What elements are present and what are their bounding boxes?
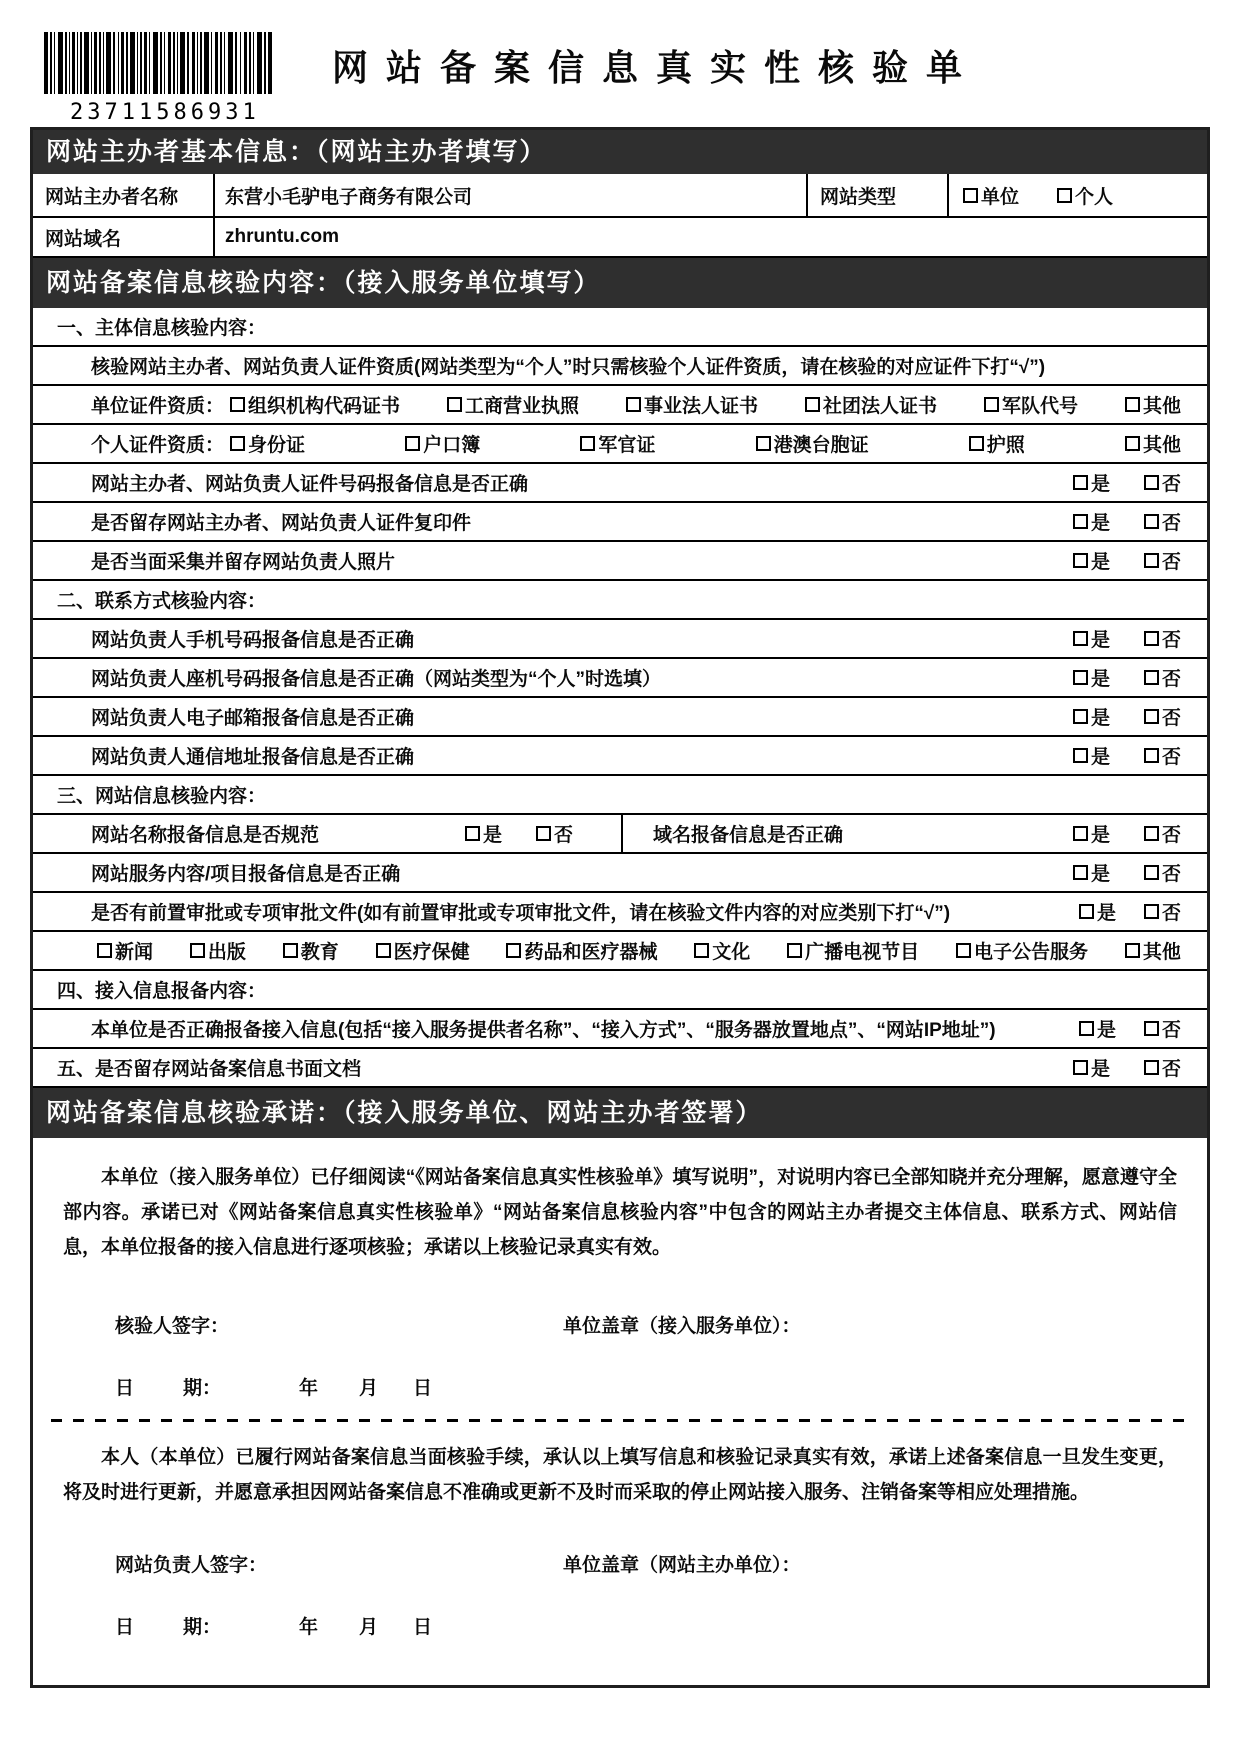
date-month-label: 月 [359, 1617, 379, 1638]
yes-label: 是 [482, 825, 502, 846]
part2-title: 二、联系方式核验内容： [57, 591, 267, 612]
approval-checkbox-6[interactable] [787, 943, 802, 958]
yes-checkbox[interactable] [1073, 631, 1088, 646]
part5-title: 五、是否留存网站备案信息书面文档 [57, 1059, 362, 1080]
unit-cert-checkbox-0[interactable] [230, 397, 245, 412]
question-text: 本单位是否正确报备接入信息(包括“接入服务提供者名称”、“接入方式”、“服务器放置地点”、“网站IP地址”) [91, 1020, 996, 1041]
verifier-signature-label: 核验人签字： [115, 1316, 230, 1337]
yes-label: 是 [1090, 474, 1110, 495]
personal-cert-option-label: 护照 [986, 435, 1025, 456]
barcode-icon [44, 32, 272, 94]
owner-name-row [33, 174, 1207, 218]
owner-name-value: 东营小毛驴电子商务有限公司 [225, 186, 473, 208]
personal-cert-option[interactable] [1125, 430, 1181, 457]
no-option[interactable] [1144, 703, 1181, 730]
barcode-block [44, 32, 276, 125]
personal-cert-option[interactable] [580, 430, 655, 457]
question-row [33, 464, 1207, 503]
personal-cert-checkbox-3[interactable] [756, 436, 771, 451]
no-label: 否 [1161, 825, 1181, 846]
question-text: 域名报备信息是否正确 [653, 825, 844, 846]
part1-note-row [33, 347, 1207, 386]
yes-option[interactable] [1073, 703, 1110, 730]
no-checkbox[interactable] [1144, 631, 1159, 646]
no-checkbox[interactable] [1144, 865, 1159, 880]
unit-cert-option[interactable] [230, 391, 400, 418]
unit-cert-option[interactable] [984, 391, 1078, 418]
pledge-paragraph-owner: 本人（本单位）已履行网站备案信息当面核验手续，承认以上填写信息和核验记录真实有效，承诺上述备案信息一旦发生变更，将及时进行更新，并愿意承担因网站备案信息不准确或更新不及时而采取的停止网站接入服务、注销备案等相应处理措施。 [63, 1447, 1177, 1503]
personal-cert-option[interactable] [405, 430, 480, 457]
part4-title: 四、接入信息报备内容： [57, 981, 267, 1002]
unit-cert-option[interactable] [805, 391, 937, 418]
no-label: 否 [553, 825, 573, 846]
part2-title-row [33, 581, 1207, 620]
yes-option[interactable] [1073, 508, 1110, 535]
yes-option[interactable] [1073, 859, 1110, 886]
part5-row [33, 1049, 1207, 1088]
no-option[interactable] [1144, 547, 1181, 574]
yes-label: 是 [1090, 552, 1110, 573]
approval-option[interactable] [283, 937, 339, 964]
yes-label: 是 [1096, 903, 1116, 924]
domain-row [33, 218, 1207, 258]
yes-checkbox[interactable] [1073, 514, 1088, 529]
owner-section-header: 网站主办者基本信息：（网站主办者填写） [33, 130, 1207, 174]
no-label: 否 [1161, 474, 1181, 495]
unit-cert-option-label: 其他 [1142, 396, 1181, 417]
question-text: 网站负责人座机号码报备信息是否正确（网站类型为“个人”时选填） [91, 669, 662, 690]
unit-cert-checkbox-5[interactable] [1125, 397, 1140, 412]
personal-cert-options [230, 430, 1181, 457]
no-option[interactable] [1144, 1054, 1181, 1081]
yes-option[interactable] [465, 820, 502, 847]
no-label: 否 [1161, 1059, 1181, 1080]
yes-no-group [1073, 469, 1207, 496]
no-checkbox[interactable] [1144, 475, 1159, 490]
unit-cert-options [230, 391, 1181, 418]
unit-cert-option-label: 工商营业执照 [465, 396, 580, 417]
unit-cert-option-label: 军队代号 [1001, 396, 1078, 417]
domain-value: zhruntu.com [225, 226, 339, 247]
isp-stamp-label: 单位盖章（接入服务单位）： [563, 1316, 801, 1337]
date-day-label: 日 [413, 1378, 433, 1399]
part4-title-row [33, 971, 1207, 1010]
page-title: 网 站 备 案 信 息 真 实 性 核 验 单 [331, 47, 967, 88]
personal-cert-row [33, 425, 1207, 464]
no-option[interactable] [1144, 664, 1181, 691]
no-option[interactable] [1144, 859, 1181, 886]
unit-cert-option[interactable] [1125, 391, 1181, 418]
approval-checkbox-7[interactable] [956, 943, 971, 958]
question-text: 网站名称报备信息是否规范 [91, 825, 320, 846]
site-type-unit-label: 单位 [981, 186, 1020, 208]
no-label: 否 [1161, 1020, 1181, 1041]
personal-cert-option[interactable] [230, 430, 305, 457]
unit-cert-checkbox-1[interactable] [447, 397, 462, 412]
no-option[interactable] [1144, 508, 1181, 535]
approval-checkbox-4[interactable] [506, 943, 521, 958]
yes-option[interactable] [1073, 1054, 1110, 1081]
site-type-personal-checkbox[interactable] [1057, 188, 1072, 203]
site-type-label: 网站类型 [806, 174, 949, 216]
approval-checkbox-0[interactable] [97, 943, 112, 958]
owner-name-label: 网站主办者名称 [33, 174, 215, 216]
dashed-divider [51, 1419, 1189, 1422]
no-label: 否 [1161, 864, 1181, 885]
date-day-label: 日 [413, 1617, 433, 1638]
yes-label: 是 [1096, 1020, 1116, 1041]
question-text: 是否有前置审批或专项审批文件(如有前置审批或专项审批文件，请在核验文件内容的对应类别下打“√”) [91, 903, 951, 924]
yes-no-group [1079, 898, 1181, 925]
no-checkbox[interactable] [1144, 748, 1159, 763]
no-option[interactable] [1144, 742, 1181, 769]
personal-cert-label: 个人证件资质： [91, 435, 225, 456]
domain-question [623, 815, 1207, 852]
yes-option[interactable] [1079, 898, 1116, 925]
personal-cert-option-label: 港澳台胞证 [773, 435, 869, 456]
approval-checkbox-5[interactable] [694, 943, 709, 958]
question-row [33, 659, 1207, 698]
approval-option-label: 广播电视节目 [805, 942, 920, 963]
approval-options [97, 937, 1181, 964]
no-label: 否 [1161, 903, 1181, 924]
site-name-question [33, 815, 623, 852]
yes-label: 是 [1090, 1059, 1110, 1080]
date-year-label: 年 [299, 1617, 319, 1638]
no-checkbox[interactable] [1144, 670, 1159, 685]
no-label: 否 [1161, 708, 1181, 729]
verification-form [30, 127, 1210, 1688]
yes-option[interactable] [1073, 469, 1110, 496]
no-label: 否 [1161, 630, 1181, 651]
unit-cert-row [33, 386, 1207, 425]
part1-title: 一、主体信息核验内容： [57, 318, 267, 339]
yes-checkbox[interactable] [1073, 709, 1088, 724]
yes-option[interactable] [1073, 625, 1110, 652]
yes-checkbox[interactable] [1073, 1060, 1088, 1075]
approval-option[interactable] [956, 937, 1088, 964]
approval-option[interactable] [1125, 937, 1181, 964]
isp-signature-row [51, 1311, 1189, 1337]
verify-section-header: 网站备案信息核验内容：（接入服务单位填写） [33, 258, 1207, 308]
unit-cert-option-label: 社团法人证书 [822, 396, 937, 417]
yes-checkbox[interactable] [1073, 670, 1088, 685]
no-label: 否 [1161, 552, 1181, 573]
question-row [33, 737, 1207, 776]
approval-question-row [33, 893, 1207, 932]
date-label-part2: 期： [183, 1617, 222, 1638]
yes-option[interactable] [1073, 664, 1110, 691]
approval-option[interactable] [97, 937, 153, 964]
approval-option[interactable] [694, 937, 750, 964]
question-text: 网站负责人电子邮箱报备信息是否正确 [91, 708, 415, 729]
personal-cert-checkbox-5[interactable] [1125, 436, 1140, 451]
no-option[interactable] [1144, 1015, 1181, 1042]
approval-option[interactable] [787, 937, 919, 964]
no-label: 否 [1161, 513, 1181, 534]
yes-checkbox[interactable] [1079, 1021, 1094, 1036]
part3-title-row [33, 776, 1207, 815]
unit-cert-option[interactable] [626, 391, 758, 418]
part1-note: 核验网站主办者、网站负责人证件资质(网站类型为“个人”时只需核验个人证件资质，请在核验的对应证件下打“√”) [91, 357, 1046, 378]
approval-option-label: 其他 [1142, 942, 1181, 963]
pledge-box [33, 1138, 1207, 1685]
approval-option[interactable] [190, 937, 246, 964]
yes-checkbox[interactable] [1073, 865, 1088, 880]
approval-option-label: 药品和医疗器械 [524, 942, 658, 963]
yes-label: 是 [1090, 630, 1110, 651]
site-type-options [949, 182, 1207, 209]
approval-option-label: 新闻 [115, 942, 154, 963]
date-label-part2: 期： [183, 1378, 222, 1399]
approval-categories-row [33, 932, 1207, 971]
yes-checkbox[interactable] [1073, 475, 1088, 490]
no-option[interactable] [1144, 469, 1181, 496]
barcode-number: 23711586931 [70, 100, 260, 125]
yes-label: 是 [1090, 708, 1110, 729]
personal-cert-option-label: 军官证 [598, 435, 656, 456]
yes-option[interactable] [1073, 742, 1110, 769]
part3-title: 三、网站信息核验内容： [57, 786, 267, 807]
yes-no-group [1079, 1015, 1181, 1042]
owner-stamp-label: 单位盖章（网站主办单位）： [563, 1555, 801, 1576]
question-row [33, 854, 1207, 893]
pledge-paragraph-isp: 本单位（接入服务单位）已仔细阅读“《网站备案信息真实性核验单》填写说明”，对说明内容已全部知晓并充分理解，愿意遵守全部内容。承诺已对《网站备案信息真实性核验单》“网站备案信息核验内容”中包含的网站主办者提交主体信息、联系方式、网站信息，本单位报备的接入信息进行逐项核验；承诺以上核验记录真实有效。 [63, 1167, 1177, 1258]
yes-no-group [1073, 547, 1207, 574]
approval-option[interactable] [506, 937, 657, 964]
question-text: 网站负责人手机号码报备信息是否正确 [91, 630, 415, 651]
no-option[interactable] [1144, 625, 1181, 652]
domain-label: 网站域名 [33, 218, 215, 256]
approval-checkbox-3[interactable] [376, 943, 391, 958]
approval-checkbox-8[interactable] [1125, 943, 1140, 958]
question-text: 是否当面采集并留存网站负责人照片 [91, 552, 396, 573]
unit-cert-label: 单位证件资质： [91, 396, 225, 417]
yes-no-group [1073, 664, 1207, 691]
document-header [30, 24, 1210, 124]
personal-cert-option[interactable] [969, 430, 1025, 457]
yes-no-group [1073, 703, 1207, 730]
personal-cert-option-label: 其他 [1142, 435, 1181, 456]
no-checkbox[interactable] [536, 826, 551, 841]
approval-checkbox-2[interactable] [283, 943, 298, 958]
question-row [33, 698, 1207, 737]
unit-cert-checkbox-3[interactable] [805, 397, 820, 412]
yes-no-group [1073, 1054, 1207, 1081]
personal-cert-option-label: 户口簿 [423, 435, 481, 456]
yes-label: 是 [1090, 669, 1110, 690]
question-text: 网站服务内容/项目报备信息是否正确 [91, 864, 401, 885]
owner-date-row [51, 1612, 1189, 1638]
no-checkbox[interactable] [1144, 826, 1159, 841]
yes-checkbox[interactable] [465, 826, 480, 841]
site-type-personal-label: 个人 [1075, 186, 1114, 208]
no-checkbox[interactable] [1144, 904, 1159, 919]
no-label: 否 [1161, 669, 1181, 690]
no-option[interactable] [1144, 898, 1181, 925]
question-row [33, 503, 1207, 542]
no-checkbox[interactable] [1144, 709, 1159, 724]
personal-cert-checkbox-0[interactable] [230, 436, 245, 451]
yes-no-group [1073, 508, 1207, 535]
site-name-domain-row [33, 815, 1207, 854]
yes-no-group [465, 820, 621, 847]
yes-option[interactable] [1073, 820, 1110, 847]
yes-checkbox[interactable] [1073, 748, 1088, 763]
yes-no-group [1073, 859, 1207, 886]
yes-label: 是 [1090, 825, 1110, 846]
question-text: 是否留存网站主办者、网站负责人证件复印件 [91, 513, 472, 534]
question-text: 网站负责人通信地址报备信息是否正确 [91, 747, 415, 768]
yes-label: 是 [1090, 747, 1110, 768]
site-type-personal-option[interactable] [1057, 182, 1113, 209]
unit-cert-checkbox-2[interactable] [626, 397, 641, 412]
approval-option[interactable] [376, 937, 470, 964]
date-label-part1: 日 [115, 1378, 135, 1399]
no-option[interactable] [536, 820, 573, 847]
yes-checkbox[interactable] [1073, 553, 1088, 568]
owner-signature-row [51, 1550, 1189, 1576]
approval-option-label: 教育 [300, 942, 339, 963]
yes-no-group [1073, 820, 1207, 847]
isp-date-row [51, 1373, 1189, 1399]
approval-option-label: 文化 [712, 942, 751, 963]
date-year-label: 年 [299, 1378, 319, 1399]
question-row [33, 542, 1207, 581]
unit-cert-option-label: 组织机构代码证书 [248, 396, 401, 417]
personal-cert-checkbox-1[interactable] [405, 436, 420, 451]
yes-label: 是 [1090, 864, 1110, 885]
no-checkbox[interactable] [1144, 514, 1159, 529]
approval-option-label: 出版 [207, 942, 246, 963]
date-month-label: 月 [359, 1378, 379, 1399]
yes-no-group [1073, 742, 1207, 769]
no-checkbox[interactable] [1144, 1021, 1159, 1036]
yes-option[interactable] [1079, 1015, 1116, 1042]
personal-cert-option-label: 身份证 [248, 435, 306, 456]
question-text: 网站主办者、网站负责人证件号码报备信息是否正确 [91, 474, 529, 495]
question-row [33, 620, 1207, 659]
yes-no-group [1073, 625, 1207, 652]
unit-cert-checkbox-4[interactable] [984, 397, 999, 412]
personal-cert-option[interactable] [756, 430, 869, 457]
approval-option-label: 医疗保健 [393, 942, 470, 963]
no-checkbox[interactable] [1144, 1060, 1159, 1075]
site-manager-signature-label: 网站负责人签字： [115, 1555, 268, 1576]
unit-cert-option[interactable] [447, 391, 579, 418]
part1-title-row [33, 308, 1207, 347]
yes-option[interactable] [1073, 547, 1110, 574]
yes-checkbox[interactable] [1073, 826, 1088, 841]
site-type-unit-option[interactable] [963, 182, 1019, 209]
access-question-row [33, 1010, 1207, 1049]
pledge-section-header: 网站备案信息核验承诺：（接入服务单位、网站主办者签署） [33, 1088, 1207, 1138]
date-label-part1: 日 [115, 1617, 135, 1638]
personal-cert-checkbox-4[interactable] [969, 436, 984, 451]
site-type-unit-checkbox[interactable] [963, 188, 978, 203]
personal-cert-checkbox-2[interactable] [580, 436, 595, 451]
no-option[interactable] [1144, 820, 1181, 847]
approval-option-label: 电子公告服务 [974, 942, 1089, 963]
unit-cert-option-label: 事业法人证书 [643, 396, 758, 417]
no-checkbox[interactable] [1144, 553, 1159, 568]
approval-checkbox-1[interactable] [190, 943, 205, 958]
no-label: 否 [1161, 747, 1181, 768]
yes-label: 是 [1090, 513, 1110, 534]
yes-checkbox[interactable] [1079, 904, 1094, 919]
